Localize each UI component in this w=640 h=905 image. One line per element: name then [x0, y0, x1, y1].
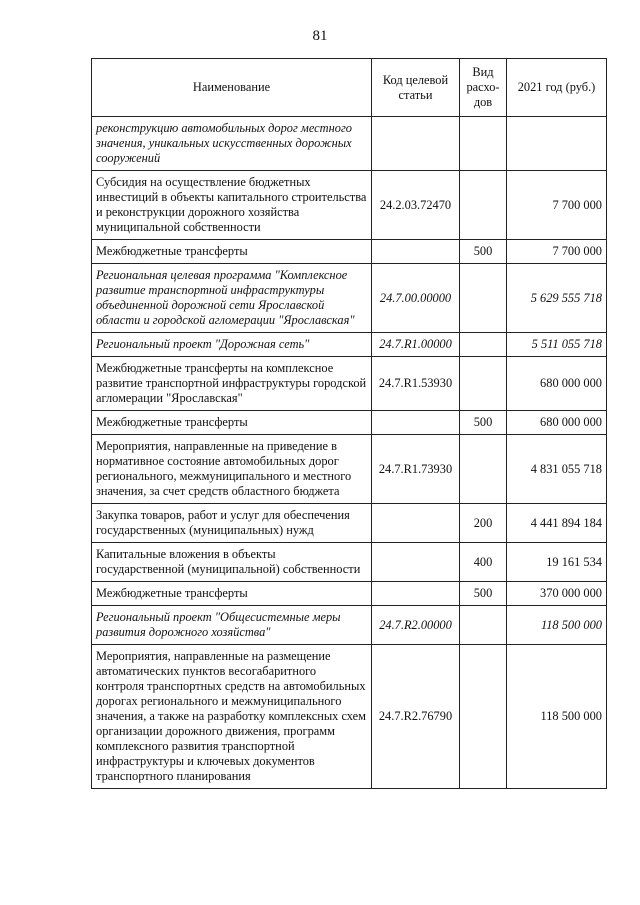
cell-type: 200: [460, 504, 507, 543]
cell-code: [372, 582, 460, 606]
table-row: [92, 435, 607, 504]
header-type: Вид расхо-дов: [460, 59, 507, 117]
cell-sum: 4 831 055 718: [507, 435, 607, 504]
cell-name: Межбюджетные трансферты на комплексное развитие транспортной инфраструктуры городской агломерации "Ярославская": [92, 357, 372, 411]
cell-type: 500: [460, 411, 507, 435]
cell-type: [460, 606, 507, 645]
cell-sum: 5 629 555 718: [507, 264, 607, 333]
cell-type: [460, 264, 507, 333]
cell-code: [372, 543, 460, 582]
cell-code: [372, 240, 460, 264]
page-number: 81: [312, 28, 328, 44]
cell-code: 24.7.R2.76790: [372, 645, 460, 789]
cell-name: Межбюджетные трансферты: [92, 582, 372, 606]
cell-name: Закупка товаров, работ и услуг для обеспечения государственных (муниципальных) нужд: [92, 504, 372, 543]
cell-code: [372, 504, 460, 543]
table-row: [92, 504, 607, 543]
table-row: [92, 171, 607, 240]
table-row: [92, 543, 607, 582]
header-code: Код целевой статьи: [372, 59, 460, 117]
table-row: [92, 117, 607, 171]
cell-name: Мероприятия, направленные на размещение автоматических пунктов весогабаритного контроля транспортных средств на автомобильных дорогах регионального и межмуниципального значения, а также на разработку комплексных схем организации дорожного движения, программ комплексного развития транспортной инфраструктуры и ключевых документов транспортного планирования: [92, 645, 372, 789]
cell-sum: 7 700 000: [507, 240, 607, 264]
cell-code: 24.7.R1.00000: [372, 333, 460, 357]
cell-code: [372, 117, 460, 171]
cell-sum: 680 000 000: [507, 357, 607, 411]
cell-code: [372, 411, 460, 435]
cell-name: Капитальные вложения в объекты государственной (муниципальной) собственности: [92, 543, 372, 582]
header-sum: 2021 год (руб.): [507, 59, 607, 117]
cell-sum: 7 700 000: [507, 171, 607, 240]
cell-code: 24.7.R1.53930: [372, 357, 460, 411]
cell-name: Региональная целевая программа "Комплексное развитие транспортной инфраструктуры объединенной дорожной сети Ярославской области и городской агломерации "Ярославская": [92, 264, 372, 333]
cell-sum: 118 500 000: [507, 645, 607, 789]
cell-sum: [507, 117, 607, 171]
cell-sum: 5 511 055 718: [507, 333, 607, 357]
cell-type: [460, 645, 507, 789]
cell-name: Региональный проект "Дорожная сеть": [92, 333, 372, 357]
table-row: [92, 333, 607, 357]
cell-type: 500: [460, 582, 507, 606]
cell-type: [460, 117, 507, 171]
cell-sum: 118 500 000: [507, 606, 607, 645]
table-row: [92, 264, 607, 333]
cell-type: [460, 333, 507, 357]
cell-name: Межбюджетные трансферты: [92, 411, 372, 435]
cell-sum: 4 441 894 184: [507, 504, 607, 543]
header-name: Наименование: [92, 59, 372, 117]
cell-sum: 370 000 000: [507, 582, 607, 606]
table-row: [92, 240, 607, 264]
cell-name: Региональный проект "Общесистемные меры развития дорожного хозяйства": [92, 606, 372, 645]
budget-table: [91, 58, 607, 789]
cell-type: 400: [460, 543, 507, 582]
cell-name: реконструкцию автомобильных дорог местного значения, уникальных искусственных дорожных сооружений: [92, 117, 372, 171]
cell-type: [460, 435, 507, 504]
table-row: [92, 411, 607, 435]
table-header-row: [92, 59, 607, 117]
table-row: [92, 582, 607, 606]
table-row: [92, 357, 607, 411]
cell-code: 24.7.R1.73930: [372, 435, 460, 504]
cell-code: 24.7.R2.00000: [372, 606, 460, 645]
table-row: [92, 645, 607, 789]
cell-name: Межбюджетные трансферты: [92, 240, 372, 264]
table-body: [92, 117, 607, 789]
cell-sum: 19 161 534: [507, 543, 607, 582]
cell-code: 24.2.03.72470: [372, 171, 460, 240]
table-row: [92, 606, 607, 645]
cell-type: 500: [460, 240, 507, 264]
cell-name: Мероприятия, направленные на приведение в нормативное состояние автомобильных дорог регионального, межмуниципального и местного значения, за счет средств областного бюджета: [92, 435, 372, 504]
cell-code: 24.7.00.00000: [372, 264, 460, 333]
cell-type: [460, 357, 507, 411]
cell-sum: 680 000 000: [507, 411, 607, 435]
cell-type: [460, 171, 507, 240]
cell-name: Субсидия на осуществление бюджетных инвестиций в объекты капитального строительства и реконструкции дорожного хозяйства муниципальной собственности: [92, 171, 372, 240]
